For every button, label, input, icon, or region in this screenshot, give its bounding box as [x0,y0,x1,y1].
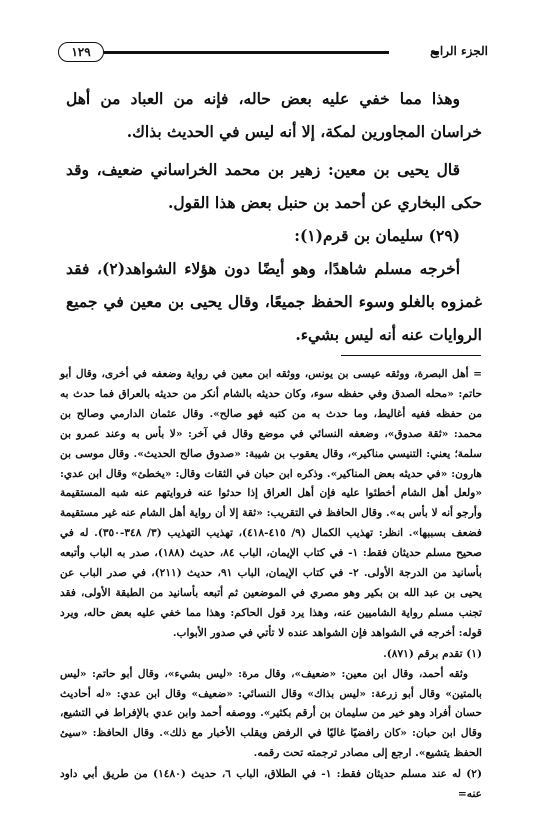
footnote: (١) تقدم برقم (٨٧١). [383,647,482,660]
footnote: (٢) له عند مسلم حديثان فقط: ١- في الطلاق، الباب ٦، حديث (١٤٨٠) من طريق أبي داود عنه= [60,768,482,801]
page-number: ١٢٩ [58,42,104,62]
paragraph: أخرجه مسلم شاهدًا، وهو أيضًا دون هؤلاء الشواهد(٢)، فقد غمزوه بالغلو وسوء الحفظ جميعًا، وقال يحيى بن معين في جميع الروايات عنه أنه ليس بشيء. [66,259,482,344]
running-title: الجزء الرابع [430,44,488,58]
main-text [66,82,482,351]
paragraph: قال يحيى بن معين: زهير بن محمد الخراساني ضعيف، وقد حكى البخاري عن أحمد بن حنبل بعض هذا القول. [66,160,482,212]
footnote-text: وثقه أحمد، وقال ابن معين: «ضعيف»، وقال مرة: «ليس بشيء»، وقال أبو حاتم: «ليس بالمتين» وقال أبو زرعة: «ليس بذاك» وقال النسائي: «ضعيف» وقال ابن عدي: «له أحاديث حسان أفراد وهو خير من سليمان بن أرقم بكثير». ووصفه أحمد وابن عدي بالإفراط في التشيع، وقال ابن حبان: «كان رافضيًا غاليًا في الرفض ويقلب الأخبار مع ذلك». وقال الحافظ: «سيئ الحفظ يتشيع». ارجع إلى مصادر ترجمته تحت رقمه. [60,667,482,760]
entry-heading: (٢٩) سليمان بن قرم(١): [294,226,460,245]
page-header [58,42,488,64]
footnote-divider [341,355,481,356]
footnotes [60,365,482,805]
footnote-continuation: = أهل البصرة، ووثقه عيسى بن يونس، ووثقه ابن معين في رواية وضعفه في أخرى، وقال أبو حاتم: «محله الصدق وفي حفظه سوء، وكان حديثه بالشام أنكر من حديثه بالعراق فما حدث به من حفظه ففيه أغاليط، وما حدث به من كتبه فهو صالح». وقال عثمان الدارمي وصالح بن محمد: «ثقة صدوق»، وضعفه النسائي في موضع وقال في آخر: «لا بأس به وعند عمرو بن سلمة؛ يعني: التنيسي مناكير»، وقال يعقوب بن شيبة: «صدوق صالح الحديث». وقال موسى بن هارون: «في حديثه بعض المناكير». وذكره ابن حبان في الثقات وقال: «يخطئ» وقال ابن عدي: «ولعل أهل الشام أخطئوا عليه فإن أهل العراق إذا حدثوا عنه فروايتهم عنه شبه المستقيمة وأرجو أنه لا بأس به». وقال الحافظ في التقريب: «ثقة إلا أن رواية أهل الشام عنه غير مستقيمة فضعف بسببها». انظر: تهذيب الكمال (٩/ ٤١٥-٤١٨)، تهذيب التهذيب (٣/ ٣٤٨-٣٥٠). له في صحيح مسلم حديثان فقط: ١- في كتاب الإيمان، الباب ٨٤، حديث (١٨٨)، صدر به الباب وأتبعه بأسانيد من الدرجة الأولى. ٢- في كتاب الإيمان، الباب ٩١، حديث (٢١١)، في صدر الباب عن يحيى بن عبد الله بن بكير وهو مصري في الموضعين ثم أتبعه بأسانيد من الطبقة الأولى، فقد تجنب مسلم رواية الشاميين عنه، وهذا يرد قول الحاكم: وهذا مما خفي عليه بعض حاله، ويرد قوله: أخرجه في الشواهد فإن الشواهد عنده لا تأتي في صدور الأبواب. [60,368,482,639]
header-rule [104,51,389,54]
paragraph: وهذا مما خفي عليه بعض حاله، فإنه من العباد من أهل خراسان المجاورين لمكة، إلا أنه ليس في الحديث بذاك. [66,89,482,141]
